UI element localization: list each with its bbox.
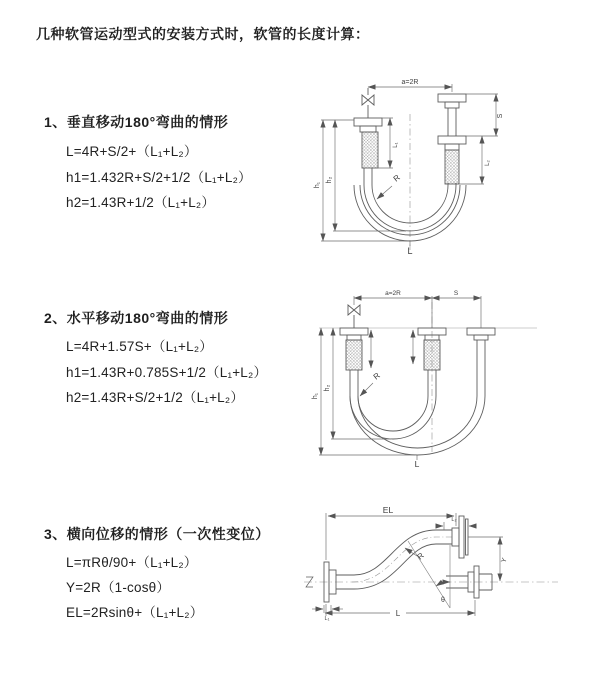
section-1-formula-L: L=4R+S/2+（L₁+L₂） [66, 144, 198, 159]
flange [466, 519, 469, 555]
dim-label-y: Y [500, 557, 509, 564]
flange-collar [347, 335, 361, 340]
dim-ext [354, 296, 481, 328]
length-label: L [407, 246, 413, 256]
dim-label-h1: h₁ [312, 392, 319, 400]
radius-leader [377, 186, 392, 199]
radius-label: R [391, 172, 402, 184]
pipe [448, 108, 456, 136]
dim-label-l2: L₂ [451, 517, 457, 523]
dim-tick [324, 605, 331, 613]
dim-ext [326, 513, 456, 560]
radius-leader [360, 383, 373, 396]
dim-label-l1: L₁ [393, 142, 399, 148]
diagram-vertical-180-bend [310, 70, 555, 260]
page-title: 几种软管运动型式的安装方式时，软管的长度计算： [36, 26, 370, 42]
dim-label-l1: L₁ [324, 616, 330, 622]
section-1-formula-h2: h2=1.43R+1/2（L₁+L₂） [66, 195, 216, 210]
section-2-formula-L: L=4R+1.57S+（L₁+L₂） [66, 339, 213, 354]
flange-collar [445, 102, 459, 108]
braid-section [362, 132, 378, 168]
dim-ext [378, 118, 393, 168]
dim-label-s: S [497, 113, 504, 119]
flange-collar [360, 126, 376, 132]
length-label: L [414, 459, 420, 469]
flange-hub [329, 570, 336, 594]
section-1-formula-h1: h1=1.432R+S/2+1/2（L₁+L₂） [66, 170, 252, 185]
section-1-heading: 1、垂直移动180°弯曲的情形 [44, 114, 229, 130]
diagram-lateral-displacement [296, 503, 588, 647]
braid-section [445, 150, 459, 184]
length-label: L [395, 609, 401, 618]
section-3-formula-L: L=πRθ/90+（L₁+L₂） [66, 555, 198, 570]
section-3-heading: 3、横向位移的情形（一次性变位） [44, 526, 270, 542]
flange [467, 328, 495, 335]
theta-label: θ [441, 597, 445, 604]
diagram-horizontal-180-bend [309, 284, 549, 470]
angle-arc [436, 582, 450, 586]
flange-collar [445, 144, 459, 150]
flange-hub [452, 528, 459, 546]
flange [438, 136, 466, 144]
dim-ext [466, 94, 498, 136]
dim-label-el: EL [382, 505, 394, 515]
valve-icon [348, 305, 360, 315]
flange-collar [474, 335, 488, 340]
braid-section [424, 340, 440, 370]
dim-label-s: S [453, 290, 459, 297]
dim-label-h2: h₂ [324, 384, 331, 392]
dim-label-a2r: a=2R [401, 79, 419, 86]
flange [340, 328, 368, 335]
dim-label-a2r: a=2R [385, 290, 401, 297]
radius-label: R [371, 370, 382, 382]
hose-outline [358, 370, 428, 431]
dim-label-h2: h₂ [326, 176, 333, 184]
section-2-formula-h1: h1=1.43R+0.785S+1/2（L₁+L₂） [66, 365, 268, 380]
hose-outline [350, 370, 436, 439]
radius-label: R [415, 550, 426, 562]
braid-section [346, 340, 362, 370]
valve-icon [362, 95, 374, 105]
flange [438, 94, 466, 102]
dim-ext [326, 600, 475, 616]
dim-label-l2: L₂ [485, 160, 491, 166]
section-2-formula-h2: h2=1.43R+S/2+1/2（L₁+L₂） [66, 390, 245, 405]
section-3-formula-Y: Y=2R（1-cosθ） [66, 580, 171, 595]
dim-label-h1: h₁ [314, 181, 321, 189]
hose-moved-position [350, 340, 485, 455]
section-3-formula-EL: EL=2Rsinθ+（L₁+L₂） [66, 605, 204, 620]
section-2-heading: 2、水平移动180°弯曲的情形 [44, 310, 229, 326]
flange [354, 118, 382, 126]
flange [459, 516, 464, 558]
